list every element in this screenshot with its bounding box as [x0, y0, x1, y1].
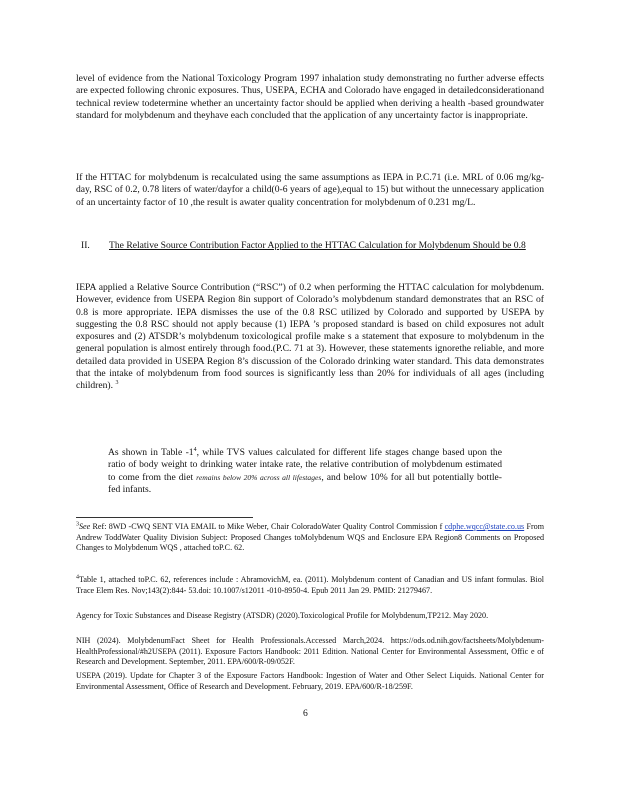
- footnote-3-text-a: Ref: 8WD -CWQ SENT VIA EMAIL to Mike Weber, Chair ColoradoWater Quality Control Commission f: [90, 522, 443, 531]
- footnote-3-email-link[interactable]: cdphe.wqcc@state.co.us: [444, 522, 525, 531]
- footnote-3-text-b: From Andrew ToddWater Quality Division Subject: Proposed Changes toMolybdenum WQS and Enclosure EPA Region8 Comments on Proposed Changes to Molybdenum WQS , attached toP.C. 62.: [76, 522, 544, 553]
- footnote-3-see: See: [79, 522, 91, 531]
- footnote-4-text-a: Table 1, attached toP.C. 62, references include : AbramovichM, ea. (2011). Molybdenum content of Canadian and US infant formulas. Biol Trace Elem Res. Nov;143(2):844- 53.doi: 10.1007/s12011 -010-8950-4. Epub 2011 Jan 29. PMID: 21279467.: [76, 575, 544, 595]
- paragraph-uncertainty-conclusion: level of evidence from the National Toxicology Program 1997 inhalation study demonstrating no further adverse effects are expected following chronic exposures. Thus, USEPA, ECHA and Colorado have engaged in detailedconsiderationand technical review todetermine whether an uncertainty factor should be applied when deriving a health -based groundwater standard for molybdenum and theyhave each concluded that the application of any uncertainty factor is inappropriate.: [76, 73, 544, 121]
- paragraph-httac-recalculation: If the HTTAC for molybdenum is recalculated using the same assumptions as IEPA in P.C.71 (i.e. MRL of 0.06 mg/kg-day, RSC of 0.2, 0.78 liters of water/dayfor a child(0-6 years of age),equal to 15) but without the unnecessary application of an uncertainty factor of 10 ,the result is awater quality concentration for molybdenum of 0.231 mg/L.: [76, 172, 544, 208]
- footnote-3: [76, 522, 544, 554]
- table-summary-end: , and below 10% for all but potentially bottle-fed infants.: [108, 471, 502, 495]
- footnote-3-marker: 3: [76, 521, 79, 528]
- paragraph-rsc-discussion: [76, 282, 544, 393]
- section-number: II.: [81, 240, 90, 251]
- paragraph-table-summary: [108, 447, 502, 496]
- table-summary-lead: As shown in Table -1: [108, 447, 194, 458]
- footnote-ref-4[interactable]: 4: [193, 446, 197, 453]
- footnote-divider: [76, 517, 253, 518]
- table-summary-body: , while TVS values calculated for different life stages change based upon the ratio of body weight to drinking water intake rate, the relative contribution of molybdenum estimated to come from the diet: [108, 447, 502, 483]
- section-title: The Relative Source Contribution Factor Applied to the HTTAC Calculation for Molybdenum Should be 0.8: [109, 240, 526, 251]
- table-summary-emphasis: remains below 20% across all lifestages: [196, 472, 322, 482]
- footnote-4-usepa-2019: USEPA (2019). Update for Chapter 3 of the Exposure Factors Handbook: Ingestion of Water and Other Select Liquids. National Center for Environmental Assessment, Office of Research and Development. February, 2019. EPA/600/R-18/259F.: [76, 671, 544, 691]
- footnote-4-nih: NIH (2024). MolybdenumFact Sheet for Health Professionals.Accessed March,2024. https://ods.od.nih.gov/factsheets/Molybdenum-HealthProfessional/#h2USEPA (2011). Exposure Factors Handbook: 2011 Edition. National Center for Environmental Assessment, Offic e of Research and Development. September, 2011. EPA/600/R-09/052F.: [76, 636, 544, 667]
- page-number: 6: [303, 708, 308, 719]
- footnote-ref-3[interactable]: 3: [115, 380, 119, 387]
- footnote-4-marker: 4: [76, 574, 79, 581]
- footnote-4-atsdr: Agency for Toxic Substances and Disease Registry (ATSDR) (2020).Toxicological Profile for Molybdenum,TP212. May 2020.: [76, 611, 489, 620]
- rsc-text: IEPA applied a Relative Source Contribution (“RSC”) of 0.2 when performing the HTTAC calculation for molybdenum. However, evidence from USEPA Region 8in support of Colorado’s molybdenum standard demonstrates that an RSC of 0.8 is more appropriate. IEPA dismisses the use of the 0.8 RSC utilized by Colorado and supported by USEPA by suggesting the 0.8 RSC should not apply because (1) IEPA ’s proposed standard is based on child exposures not adult exposures and (2) ATSDR’s molybdenum toxicological profile make s a statement that exposure to molybdenum in the general population is almost entirely through food.(P.C. 71 at 3). However, these statements ignorethe reliable, and more detailed data provided in USEPA Region 8’s discussion of the Colorado drinking water standard. This data demonstrates that the intake of molybdenum from food sources is significantly less than 20% for individuals of all ages (including children).: [76, 282, 544, 392]
- footnote-4: [76, 575, 544, 596]
